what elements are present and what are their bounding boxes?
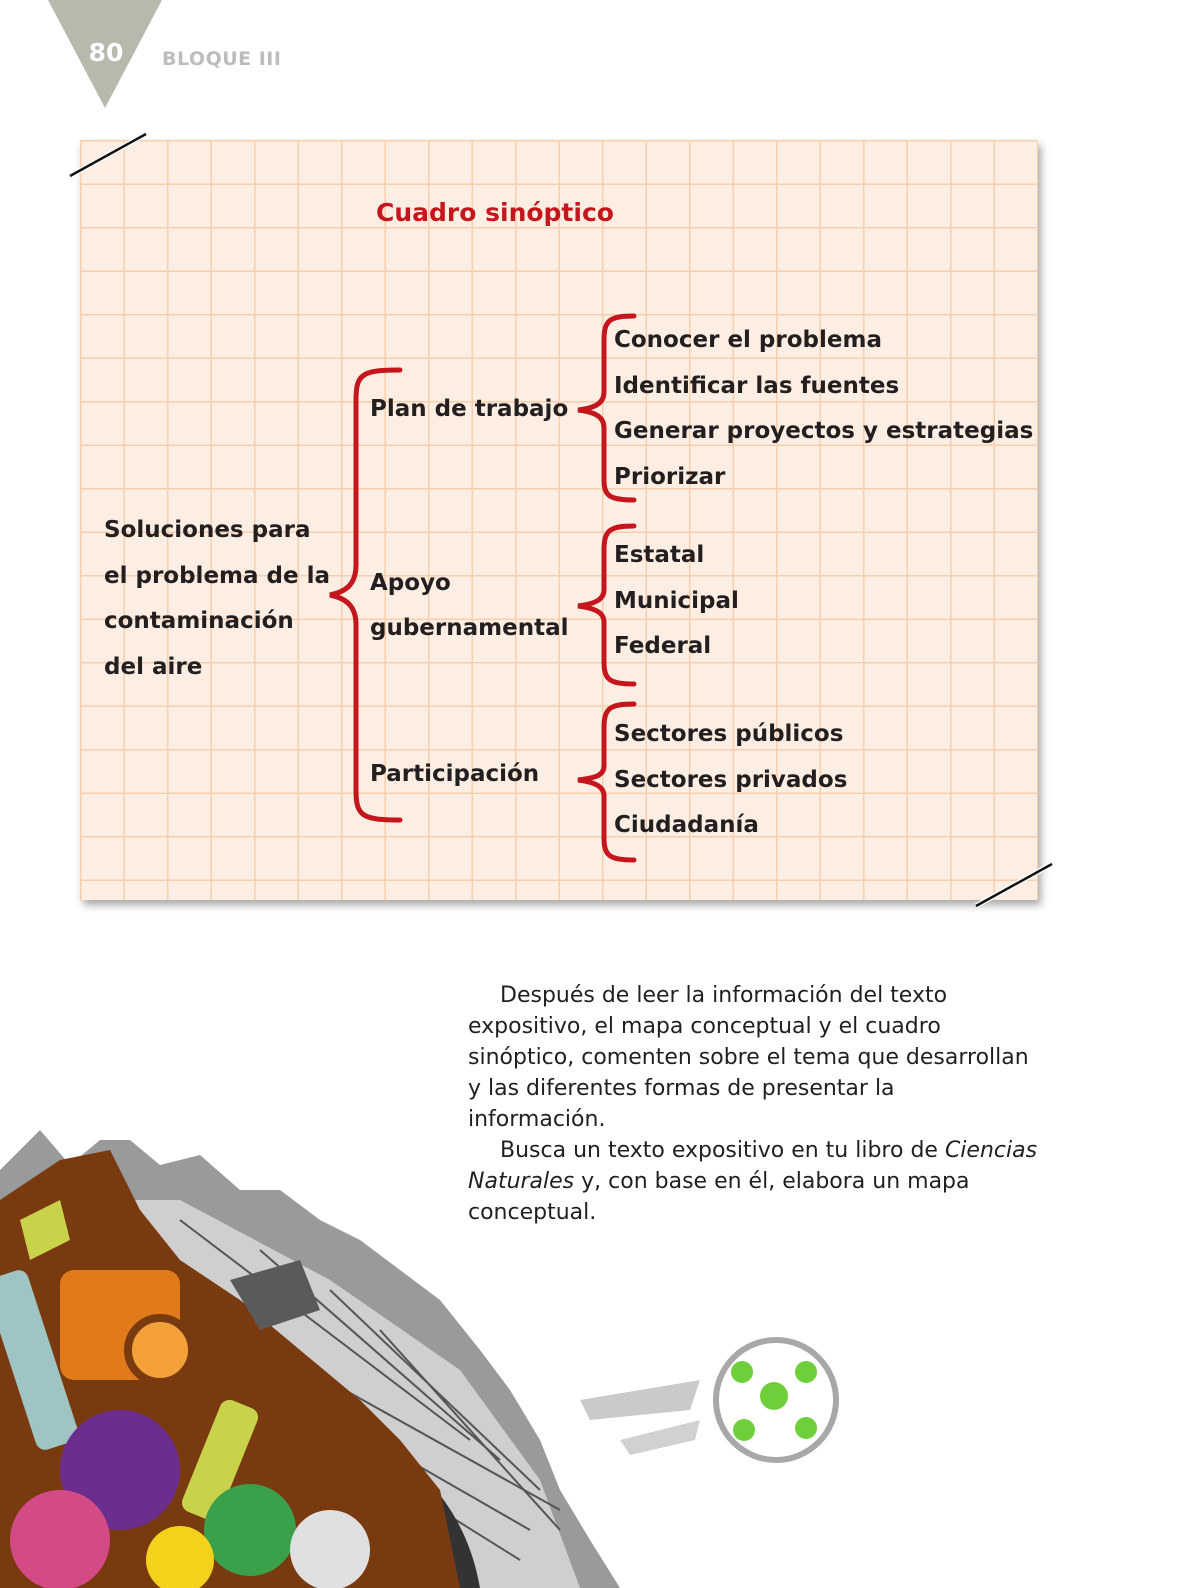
root-concept: Soluciones para el problema de la contaminación del aire (104, 517, 331, 680)
branch-label-participacion: Participación (370, 761, 540, 787)
list-item: Ciudadanía (614, 812, 759, 838)
leaf-list-apoyo (614, 533, 739, 670)
paragraph: Busca un texto expositivo en tu libro de Ciencias Naturales y, con base en él, elabora un mapa conceptual. (468, 1138, 1038, 1225)
leaf-list-plan (614, 318, 1033, 500)
tape-mark-top-left (64, 126, 154, 182)
list-item: Generar proyectos y estrategias (614, 418, 1034, 444)
list-item: Sectores privados (614, 766, 848, 793)
list-item: Sectores públicos (614, 721, 844, 747)
list-item: Federal (614, 633, 712, 659)
branch-label-plan: Plan de trabajo (370, 396, 569, 422)
paragraph: Después de leer la información del texto expositivo, el mapa conceptual y el cuadro sinóptico, comenten sobre el tema que desarrollan y las diferentes formas de presentar la información. (468, 983, 1029, 1132)
list-item: Municipal (614, 587, 739, 614)
diagram-title: Cuadro sinóptico (376, 198, 614, 227)
list-item: Conocer el problema (614, 327, 882, 353)
list-item: Estatal (614, 542, 705, 568)
list-item: Priorizar (614, 463, 726, 490)
tape-mark-bottom-right (968, 856, 1058, 912)
stadium-pollution-illustration (0, 1110, 1204, 1588)
leaf-list-participacion (614, 712, 847, 849)
block-label: BLOQUE III (162, 48, 282, 70)
page-number: 80 (88, 38, 124, 67)
list-item: Identificar las fuentes (614, 372, 900, 399)
branch-label-apoyo: Apoyo gubernamental (370, 570, 569, 641)
